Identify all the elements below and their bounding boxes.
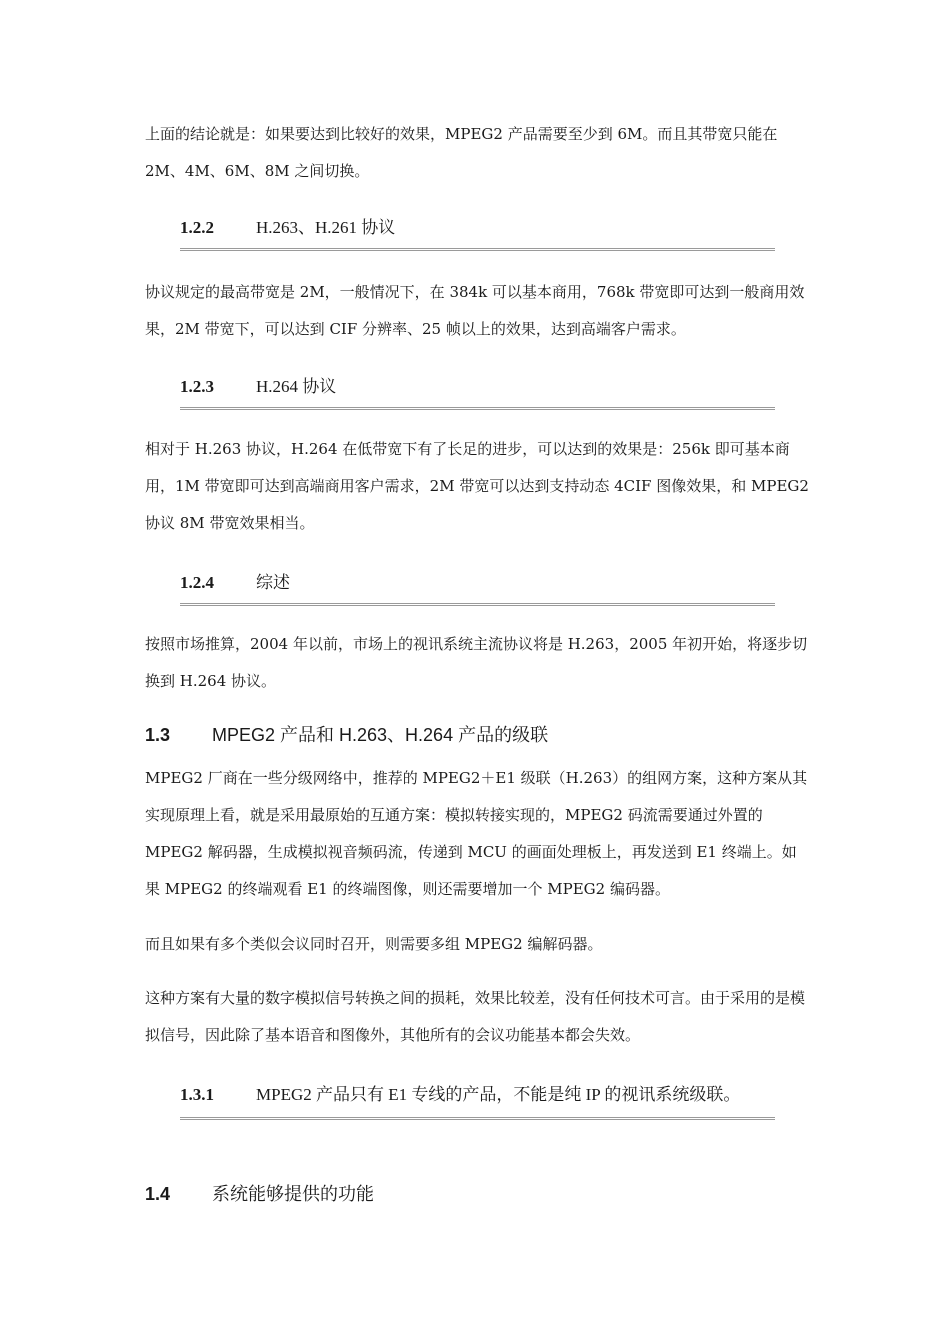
heading-1-2-3 <box>180 375 775 410</box>
paragraph-analog-loss: 这种方案有大量的数字模拟信号转换之间的损耗，效果比较差，没有任何技术可言。由于采用的是模拟信号，因此除了基本语音和图像外，其他所有的会议功能基本都会失效。 <box>145 989 806 1044</box>
heading-1-4 <box>145 1181 805 1208</box>
heading-number: 1.2.4 <box>180 573 214 592</box>
heading-title: MPEG2 产品和 H.263、H.264 产品的级联 <box>212 725 549 745</box>
heading-title: 综述 <box>256 573 290 592</box>
heading-number: 1.3.1 <box>180 1085 214 1104</box>
paragraph-multiple-meetings: 而且如果有多个类似会议同时召开，则需要多组 MPEG2 编解码器。 <box>145 935 603 953</box>
heading-number: 1.3 <box>145 725 171 745</box>
paragraph-h263: 协议规定的最高带宽是 2M，一般情况下，在 384k 可以基本商用，768k 带宽即可达到一般商用效果，2M 带宽下，可以达到 CIF 分辨率、25 帧以上的效果，达到高端客户需求。 <box>145 283 805 338</box>
heading-1-3-1 <box>180 1077 775 1120</box>
heading-number: 1.2.3 <box>180 377 214 396</box>
heading-title: 系统能够提供的功能 <box>212 1184 374 1204</box>
heading-title: H.264 协议 <box>256 377 337 396</box>
paragraph-summary: 按照市场推算，2004 年以前，市场上的视讯系统主流协议将是 H.263，2005 年初开始，将逐步切换到 H.264 协议。 <box>145 635 808 690</box>
heading-number: 1.2.2 <box>180 218 214 237</box>
heading-number: 1.4 <box>145 1184 171 1204</box>
paragraph-mpeg2-cascade: MPEG2 厂商在一些分级网络中，推荐的 MPEG2＋E1 级联（H.263）的组网方案，这种方案从其实现原理上看，就是采用最原始的互通方案：模拟转接实现的，MPEG2 码流需要通过外置的 MPEG2 解码器，生成模拟视音频码流，传递到 MCU 的画面处理板上，再发送到 E1 终端上。如果 MPEG2 的终端观看 E1 的终端图像，则还需要增加一个 MPEG2 编码器。 <box>145 769 808 898</box>
heading-title: H.263、H.261 协议 <box>256 218 396 237</box>
heading-1-2-2 <box>180 216 775 251</box>
paragraph-conclusion: 上面的结论就是：如果要达到比较好的效果，MPEG2 产品需要至少到 6M。而且其带宽只能在 2M、4M、6M、8M 之间切换。 <box>145 125 778 180</box>
heading-1-3 <box>145 722 805 749</box>
heading-title: MPEG2 产品只有 E1 专线的产品，不能是纯 IP 的视讯系统级联。 <box>256 1085 741 1104</box>
paragraph-h264: 相对于 H.263 协议，H.264 在低带宽下有了长足的进步，可以达到的效果是：256k 即可基本商用，1M 带宽即可达到高端商用客户需求，2M 带宽可以达到支持动态 4CIF 图像效果，和 MPEG2 协议 8M 带宽效果相当。 <box>145 440 809 532</box>
heading-1-2-4 <box>180 571 775 606</box>
